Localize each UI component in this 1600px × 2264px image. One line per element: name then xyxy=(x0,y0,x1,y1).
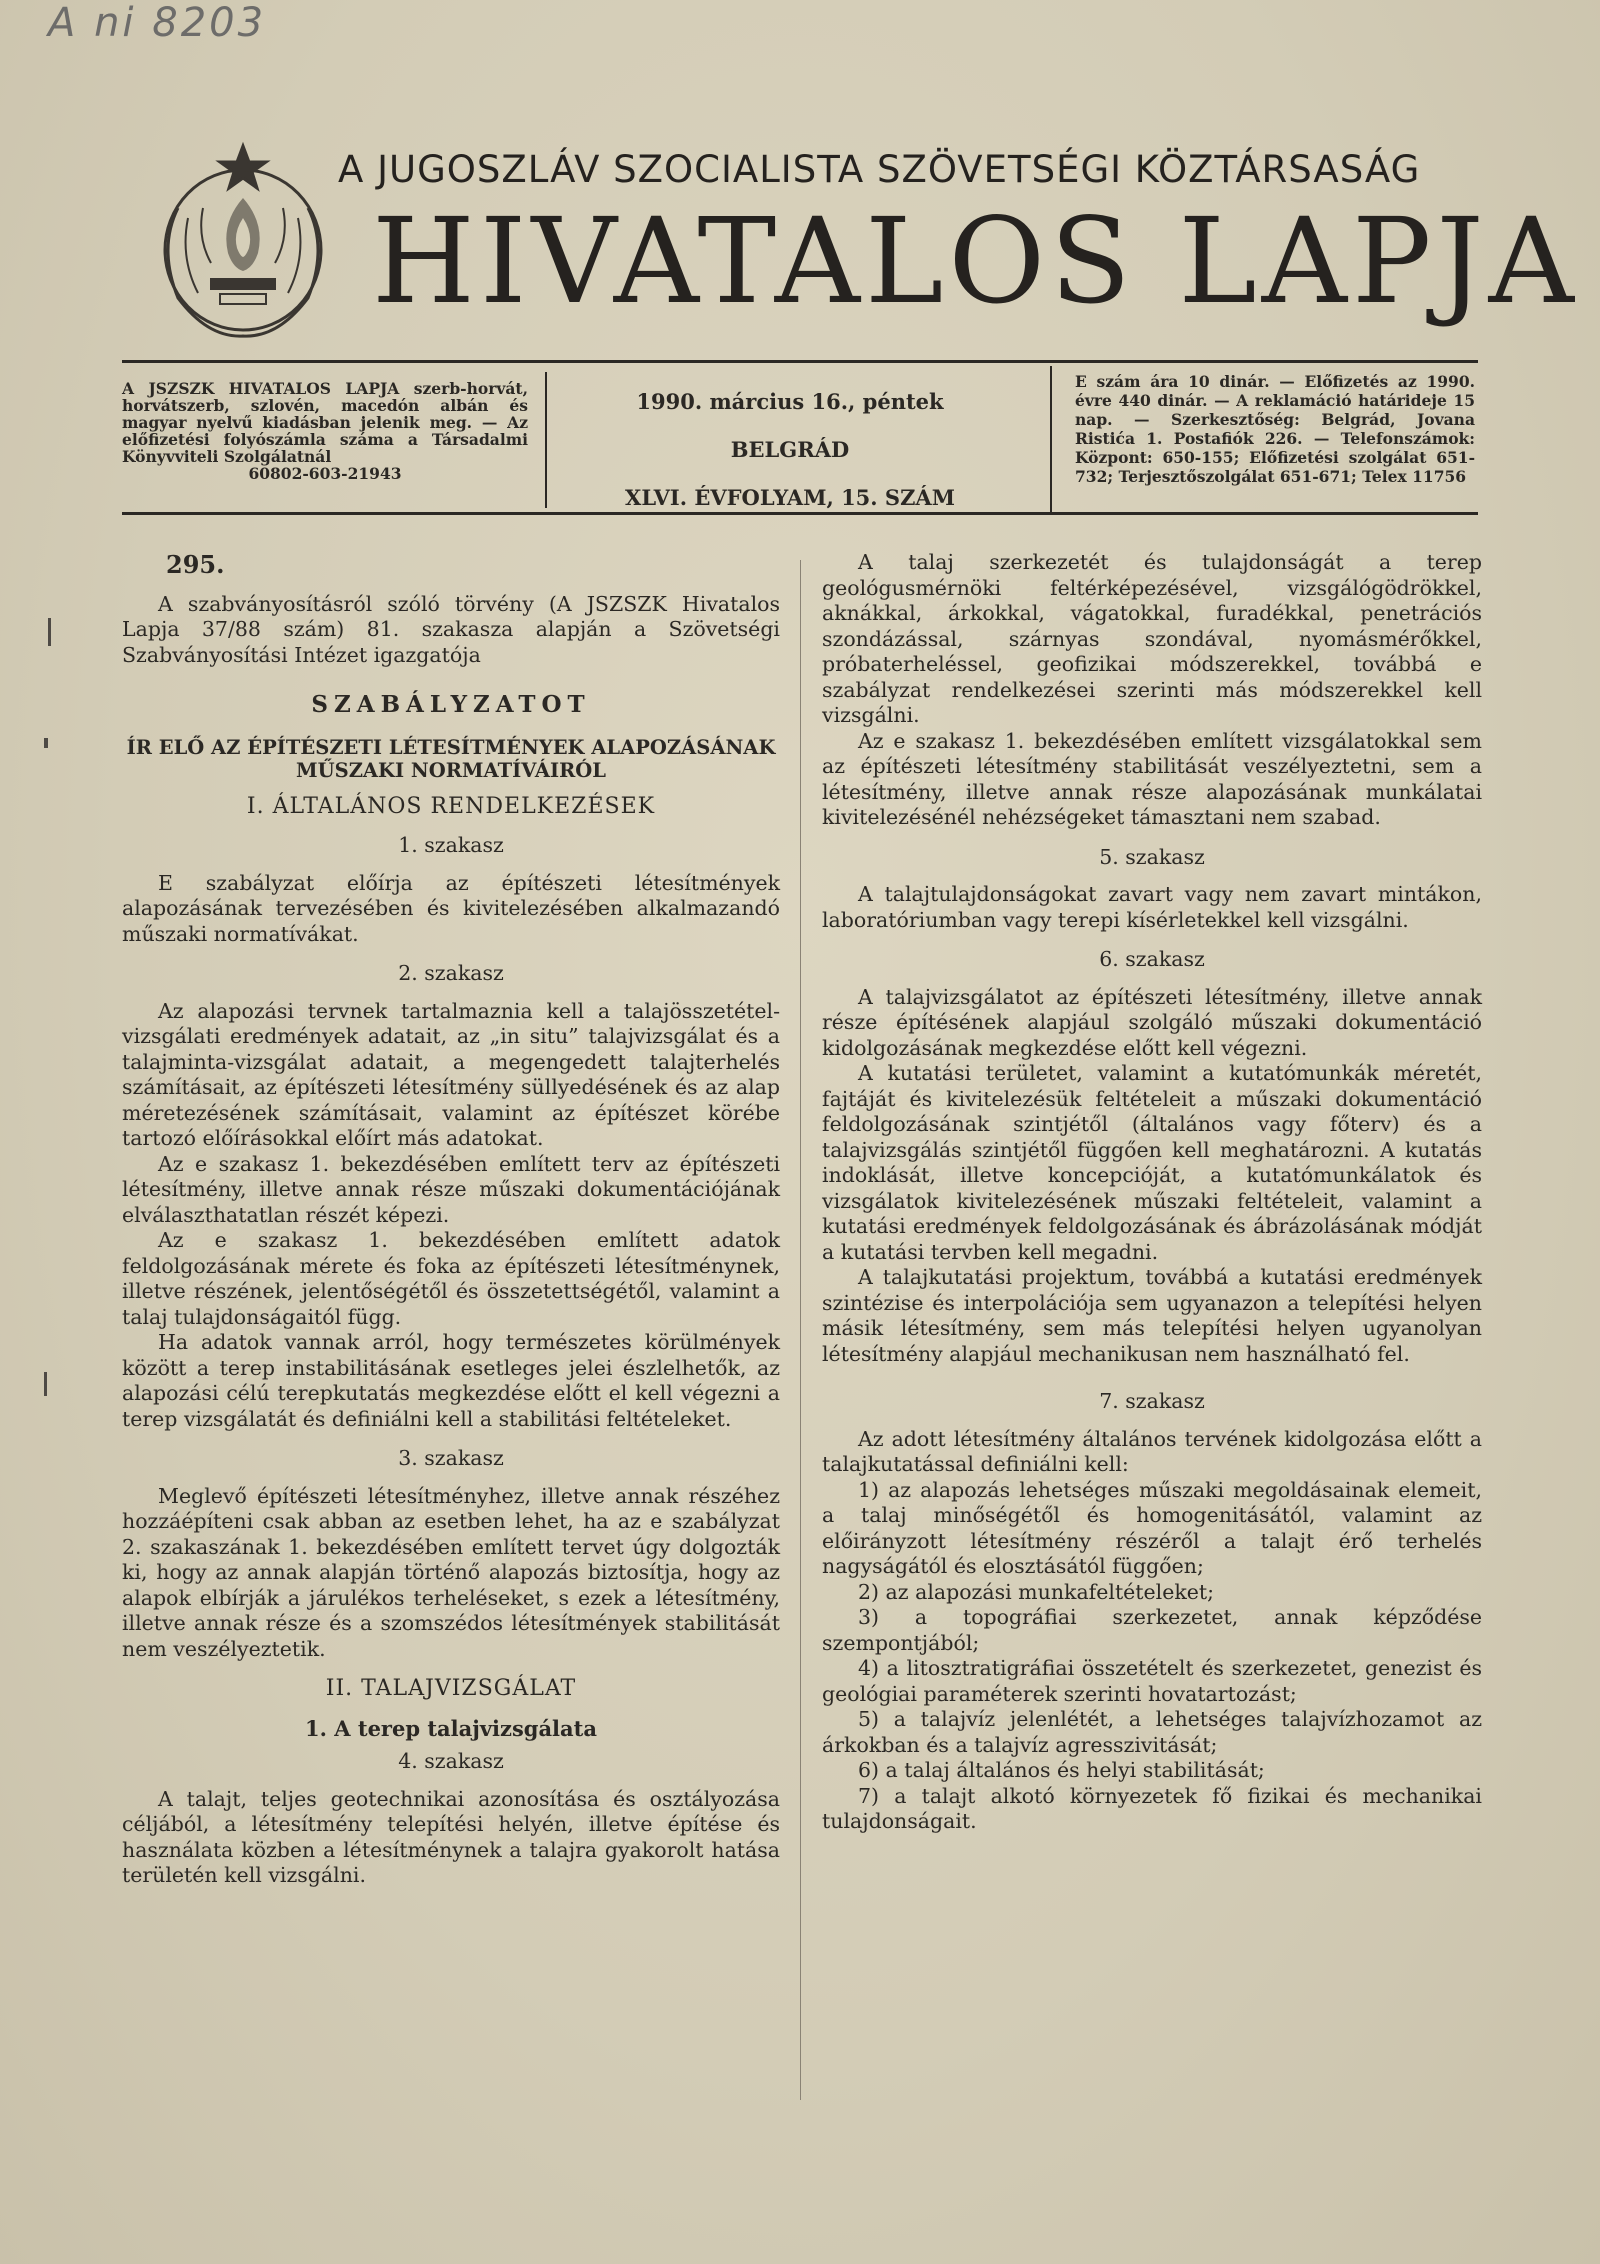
paragraph: Az e szakasz 1. bekezdésében említett adatok feldolgozásának mérete és foka az építészeti létesítménynek, illetve részének, jelentőségétől és összetettségétől, valamint a talaj tulajdonságaitól függ. xyxy=(122,1228,780,1329)
scan-mark xyxy=(44,738,48,748)
paragraph: A kutatási területet, valamint a kutatómunkák méretét, fajtáját és kivitelezésük feltételeit a műszaki dokumentáció feldolgozásának szintjétől (általános vagy főterv) és a talajvizsgálás szintjétől függően kell meghatározni. A kutatás indoklását, illetve koncepcióját, a kutatómunkálatok és vizsgálatok kivitelezésének műszaki feltételeit, valamint a kutatási eredmények feldolgozásának és ábrázolásának módját a kutatási tervben kell megadni. xyxy=(822,1061,1482,1264)
paragraph: Az e szakasz 1. bekezdésében említett vizsgálatokkal sem az építészeti létesítmény stabilitását veszélyeztetni, sem a létesítmény, illetve annak része alapozásának munkálatai kivitelezésénél nehézségeket támasztani nem szabad. xyxy=(822,728,1482,829)
masthead-price-contact: E szám ára 10 dinár. — Előfizetés az 1990. évre 440 dinár. — A reklamáció határideje 15 nap. — Szerkesztőség: Belgrád, Jovana Ristića 1. Postafiók 226. — Telefonszámok: Központ: 650-155; Előfizetési szolgálat 651-732; Terjesztőszolgálat 651-671; Telex 11756 xyxy=(1075,372,1475,486)
paragraph: A talajt, teljes geotechnikai azonosítása és osztályozása céljából, a létesítmény telepítési helyén, illetve építése és használata közben a létesítménynek a talajra gyakorolt hatása területén kell vizsgálni. xyxy=(122,1786,780,1887)
column-divider xyxy=(800,560,801,2100)
masthead-top-rule xyxy=(122,360,1478,363)
chapter-heading: II. TALAJVIZSGÁLAT xyxy=(325,1676,577,1701)
section-heading: 6. szakasz xyxy=(1099,947,1205,971)
masthead-publication-info xyxy=(122,380,528,482)
coat-of-arms-icon xyxy=(148,138,338,338)
publisher-title: A JUGOSZLÁV SZOCIALISTA SZÖVETSÉGI KÖZTÁRSASÁG xyxy=(338,148,1421,191)
right-column xyxy=(822,550,1482,1835)
list-item: 3) a topográfiai szerkezetet, annak képződése szempontjából; xyxy=(822,1605,1482,1655)
gazette-title: HIVATALOS LAPJA xyxy=(372,192,1579,330)
paragraph: A talajvizsgálatot az építészeti létesítmény, illetve annak része építésének alapjául szolgáló műszaki dokumentáció kidolgozásának megkezdése előtt kell végezni. xyxy=(822,984,1482,1060)
list-item: 5) a talajvíz jelenlétét, a lehetséges talajvízhozamot az árkokban és a talajvíz agresszivitását; xyxy=(822,1707,1482,1757)
section-heading: 3. szakasz xyxy=(398,1446,504,1470)
issue-city: BELGRÁD xyxy=(730,437,850,462)
publication-info-text: A JSZSZK HIVATALOS LAPJA szerb-horvát, horvátszerb, szlovén, macedón albán és magyar nyelvű kiadásban jelenik meg. — Az előfizetési folyószámla száma a Társadalmi Könyvviteli Szolgálatnál xyxy=(122,379,528,466)
section-heading: 4. szakasz xyxy=(398,1749,504,1773)
masthead-divider-left xyxy=(545,372,547,508)
left-column xyxy=(122,552,780,1889)
list-item: 2) az alapozási munkafeltételeket; xyxy=(858,1579,1215,1604)
scan-mark xyxy=(44,1372,47,1396)
issue-date: 1990. március 16., péntek xyxy=(636,389,944,414)
paragraph: A talajkutatási projektum, továbbá a kutatási eredmények szintézise és interpolációja sem ugyanazon a telepítési helyen másik létesítmény, sem más telepítési helyen ugyanolyan létesítmény alapjául mechanikusan nem használható fel. xyxy=(822,1265,1482,1366)
paragraph: Az alapozási tervnek tartalmaznia kell a talajösszetétel-vizsgálati eredmények adatait, az „in situ” talajvizsgálat és a talajminta-vizsgálat adatait, a megengedett talajterhelés számításait, az építészeti létesítmény süllyedésének és az alap méretezésének számításait, valamint az építészet körébe tartozó előírásokkal előírt más adatokat. xyxy=(122,998,780,1150)
chapter-heading: I. ÁLTALÁNOS RENDELKEZÉSEK xyxy=(246,793,656,819)
section-heading: 5. szakasz xyxy=(1099,844,1205,869)
section-heading: 7. szakasz xyxy=(1099,1389,1205,1413)
paragraph: Meglevő építészeti létesítményhez, illetve annak részéhez hozzáépíteni csak abban az esetben lehet, ha az e szabályzat 2. szakaszának 1. bekezdésében említett tervet úgy dolgozták ki, hogy az annak alapján történő alapozás biztosítja, hogy az alapok elbírják a járulékos terheléseket, s ezek a létesítmény, illetve annak része és a szomszédos létesítmények stabilitását nem veszélyeztetik. xyxy=(122,1483,780,1661)
account-number: 60802-603-21943 xyxy=(248,464,402,483)
list-item: 4) a litosztratigráfiai összetételt és szerkezetet, genezist és geológiai paraméterek szerinti hovatartozást; xyxy=(822,1656,1482,1706)
paragraph: A talajtulajdonságokat zavart vagy nem zavart mintákon, laboratóriumban vagy terepi kísérletekkel kell vizsgálni. xyxy=(822,882,1482,932)
handwritten-archive-note: A ni 8203 xyxy=(48,0,267,46)
subchapter-heading: 1. A terep talajvizsgálata xyxy=(305,1715,597,1741)
section-heading: 2. szakasz xyxy=(398,961,504,985)
masthead-divider-right xyxy=(1050,366,1052,514)
list-item: 1) az alapozás lehetséges műszaki megoldásainak elemeit, a talaj minőségétől és homogenitásától, valamint az előirányzott létesítmény részéről a talajt érő terhelés nagyságától és elosztásától függően; xyxy=(822,1477,1482,1578)
section-heading: 1. szakasz xyxy=(398,833,504,857)
list-item: 6) a talaj általános és helyi stabilitását; xyxy=(858,1758,1265,1782)
paragraph: Ha adatok vannak arról, hogy természetes körülmények között a terep instabilitásának esetleges jelei észlelhetők, az alapozási célú terepkutatás megkezdése előtt el kell végezni a terep vizsgálatát és definiálni kell a stabilitási feltételeket. xyxy=(122,1330,780,1431)
act-number: 295. xyxy=(166,550,225,579)
paragraph: Az adott létesítmény általános tervének kidolgozása előtt a talajkutatással definiálni kell: xyxy=(822,1426,1482,1476)
scan-mark xyxy=(48,618,51,646)
issue-volume: XLVI. ÉVFOLYAM, 15. SZÁM xyxy=(625,485,955,510)
masthead-issue-info xyxy=(560,378,1020,522)
paragraph: Az e szakasz 1. bekezdésében említett terv az építészeti létesítmény, illetve annak része műszaki dokumentációjának elválaszthatatlan részét képezi. xyxy=(122,1151,780,1227)
act-title: SZABÁLYZATOT xyxy=(311,691,591,718)
paragraph: E szabályzat előírja az építészeti létesítmények alapozásának tervezésében és kivitelezésében alkalmazandó műszaki normatívákat. xyxy=(122,870,780,946)
list-item: 7) a talajt alkotó környezetek fő fizikai és mechanikai tulajdonságait. xyxy=(822,1783,1482,1833)
paragraph: A talaj szerkezetét és tulajdonságát a terep geológusmérnöki feltérképezésével, vizsgálógödrökkel, aknákkal, árkokkal, vágatokkal, furadékkal, penetrációs szondázással, szárnyas szondával, nyomásmérőkkel, próbaterheléssel, geofizikai módszerekkel, továbbá e szabályzat rendelkezései szerinti más módszerekkel kell vizsgálni. xyxy=(822,550,1482,727)
act-intro: A szabványosításról szóló törvény (A JSZSZK Hivatalos Lapja 37/88 szám) 81. szakasza alapján a Szövetségi Szabványosítási Intézet igazgatója xyxy=(122,591,780,667)
act-subtitle: ÍR ELŐ AZ ÉPÍTÉSZETI LÉTESÍTMÉNYEK ALAPOZÁSÁNAK MŰSZAKI NORMATÍVÁIRÓL xyxy=(126,735,776,782)
